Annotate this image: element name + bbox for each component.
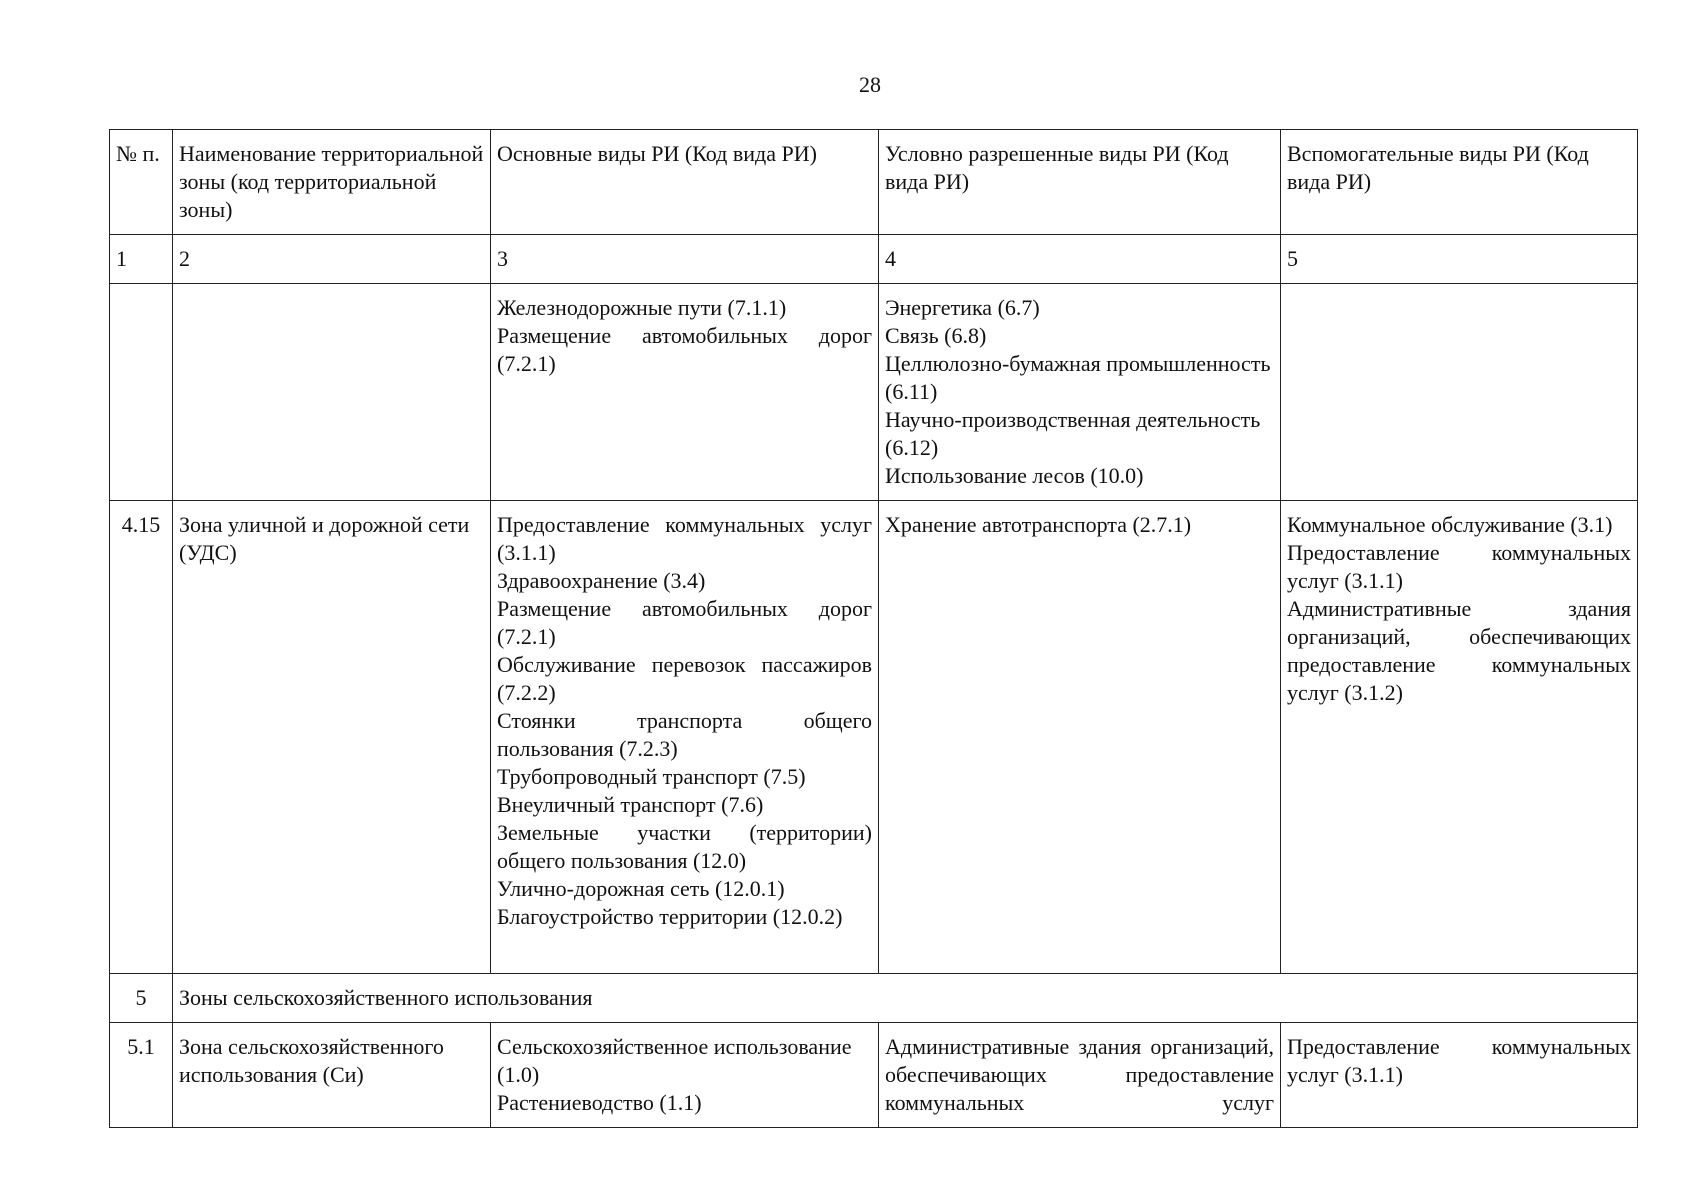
table-row-5-1 (110, 1023, 1638, 1128)
column-number: 4 (879, 235, 1281, 284)
use-item: Растениеводство (1.1) (497, 1090, 702, 1115)
use-item: Стоянки транспорта общего пользования (7.2.3) (497, 708, 872, 761)
column-number: 2 (173, 235, 491, 284)
column-number: 3 (491, 235, 879, 284)
use-item: Предоставление коммунальных услуг (3.1.1) (1287, 1034, 1631, 1087)
use-item: Железнодорожные пути (7.1.1) (497, 295, 787, 320)
use-item: Земельные участки (территории) общего пользования (12.0) (497, 820, 872, 873)
row-zone-name: Зона сельскохозяйственного использования (Си) (173, 1023, 491, 1128)
row-main-uses (491, 284, 879, 501)
column-number-row (110, 235, 1638, 284)
page-number: 28 (859, 72, 881, 97)
row-auxiliary-uses (1281, 284, 1638, 501)
use-item: Сельскохозяйственное использование (1.0) (497, 1034, 852, 1087)
use-item: Хранение автотранспорта (2.7.1) (885, 512, 1192, 537)
use-item: Предоставление коммунальных услуг (3.1.1) (1287, 540, 1631, 593)
table-row-4-15 (110, 501, 1638, 974)
use-item: Научно-производственная деятельность (6.12) (885, 407, 1261, 460)
row-zone-name: Зона уличной и дорожной сети (УДС) (173, 501, 491, 974)
column-number: 5 (1281, 235, 1638, 284)
header-auxiliary-uses: Вспомогательные виды РИ (Код вида РИ) (1281, 130, 1638, 235)
use-item: Обслуживание перевозок пассажиров (7.2.2) (497, 652, 872, 705)
row-zone-name (173, 284, 491, 501)
use-item: Использование лесов (10.0) (885, 463, 1144, 488)
header-conditional-uses: Условно разрешенные виды РИ (Код вида РИ) (879, 130, 1281, 235)
use-item: Внеуличный транспорт (7.6) (497, 792, 764, 817)
column-number: 1 (110, 235, 173, 284)
row-auxiliary-uses (1281, 1023, 1638, 1128)
row-conditional-uses (879, 1023, 1281, 1128)
row-conditional-uses (879, 501, 1281, 974)
use-item: Благоустройство территории (12.0.2) (497, 904, 843, 929)
use-item: Целлюлозно-бумажная промышленность (6.11) (885, 351, 1271, 404)
row-auxiliary-uses (1281, 501, 1638, 974)
section-number: 5 (110, 974, 173, 1023)
row-main-uses (491, 501, 879, 974)
use-item: Размещение автомобильных дорог (7.2.1) (497, 323, 872, 376)
use-item: Энергетика (6.7) (885, 295, 1040, 320)
header-number: № п. (110, 130, 173, 235)
header-main-uses: Основные виды РИ (Код вида РИ) (491, 130, 879, 235)
use-item: Связь (6.8) (885, 323, 987, 348)
section-title: Зоны сельскохозяйственного использования (173, 974, 1638, 1023)
row-number: 5.1 (110, 1023, 173, 1128)
use-item: Размещение автомобильных дорог (7.2.1) (497, 596, 872, 649)
use-item: Здравоохранение (3.4) (497, 568, 706, 593)
table-header-row (110, 130, 1638, 235)
table-row-continued (110, 284, 1638, 501)
use-item: Улично-дорожная сеть (12.0.1) (497, 876, 785, 901)
row-number (110, 284, 173, 501)
use-item: Административные здания организаций, обеспечивающих предоставление коммунальных услуг (885, 1034, 1274, 1115)
row-main-uses (491, 1023, 879, 1128)
use-item: Предоставление коммунальных услуг (3.1.1) (497, 512, 872, 565)
use-item: Административные здания организаций, обеспечивающих предоставление коммунальных услуг (3.1.2) (1287, 596, 1631, 705)
land-use-zones-table (109, 129, 1638, 1128)
section-row (110, 974, 1638, 1023)
header-zone-name: Наименование территориальной зоны (код территориальной зоны) (173, 130, 491, 235)
use-item: Коммунальное обслуживание (3.1) (1287, 512, 1613, 537)
row-conditional-uses (879, 284, 1281, 501)
row-number: 4.15 (110, 501, 173, 974)
use-item: Трубопроводный транспорт (7.5) (497, 764, 806, 789)
